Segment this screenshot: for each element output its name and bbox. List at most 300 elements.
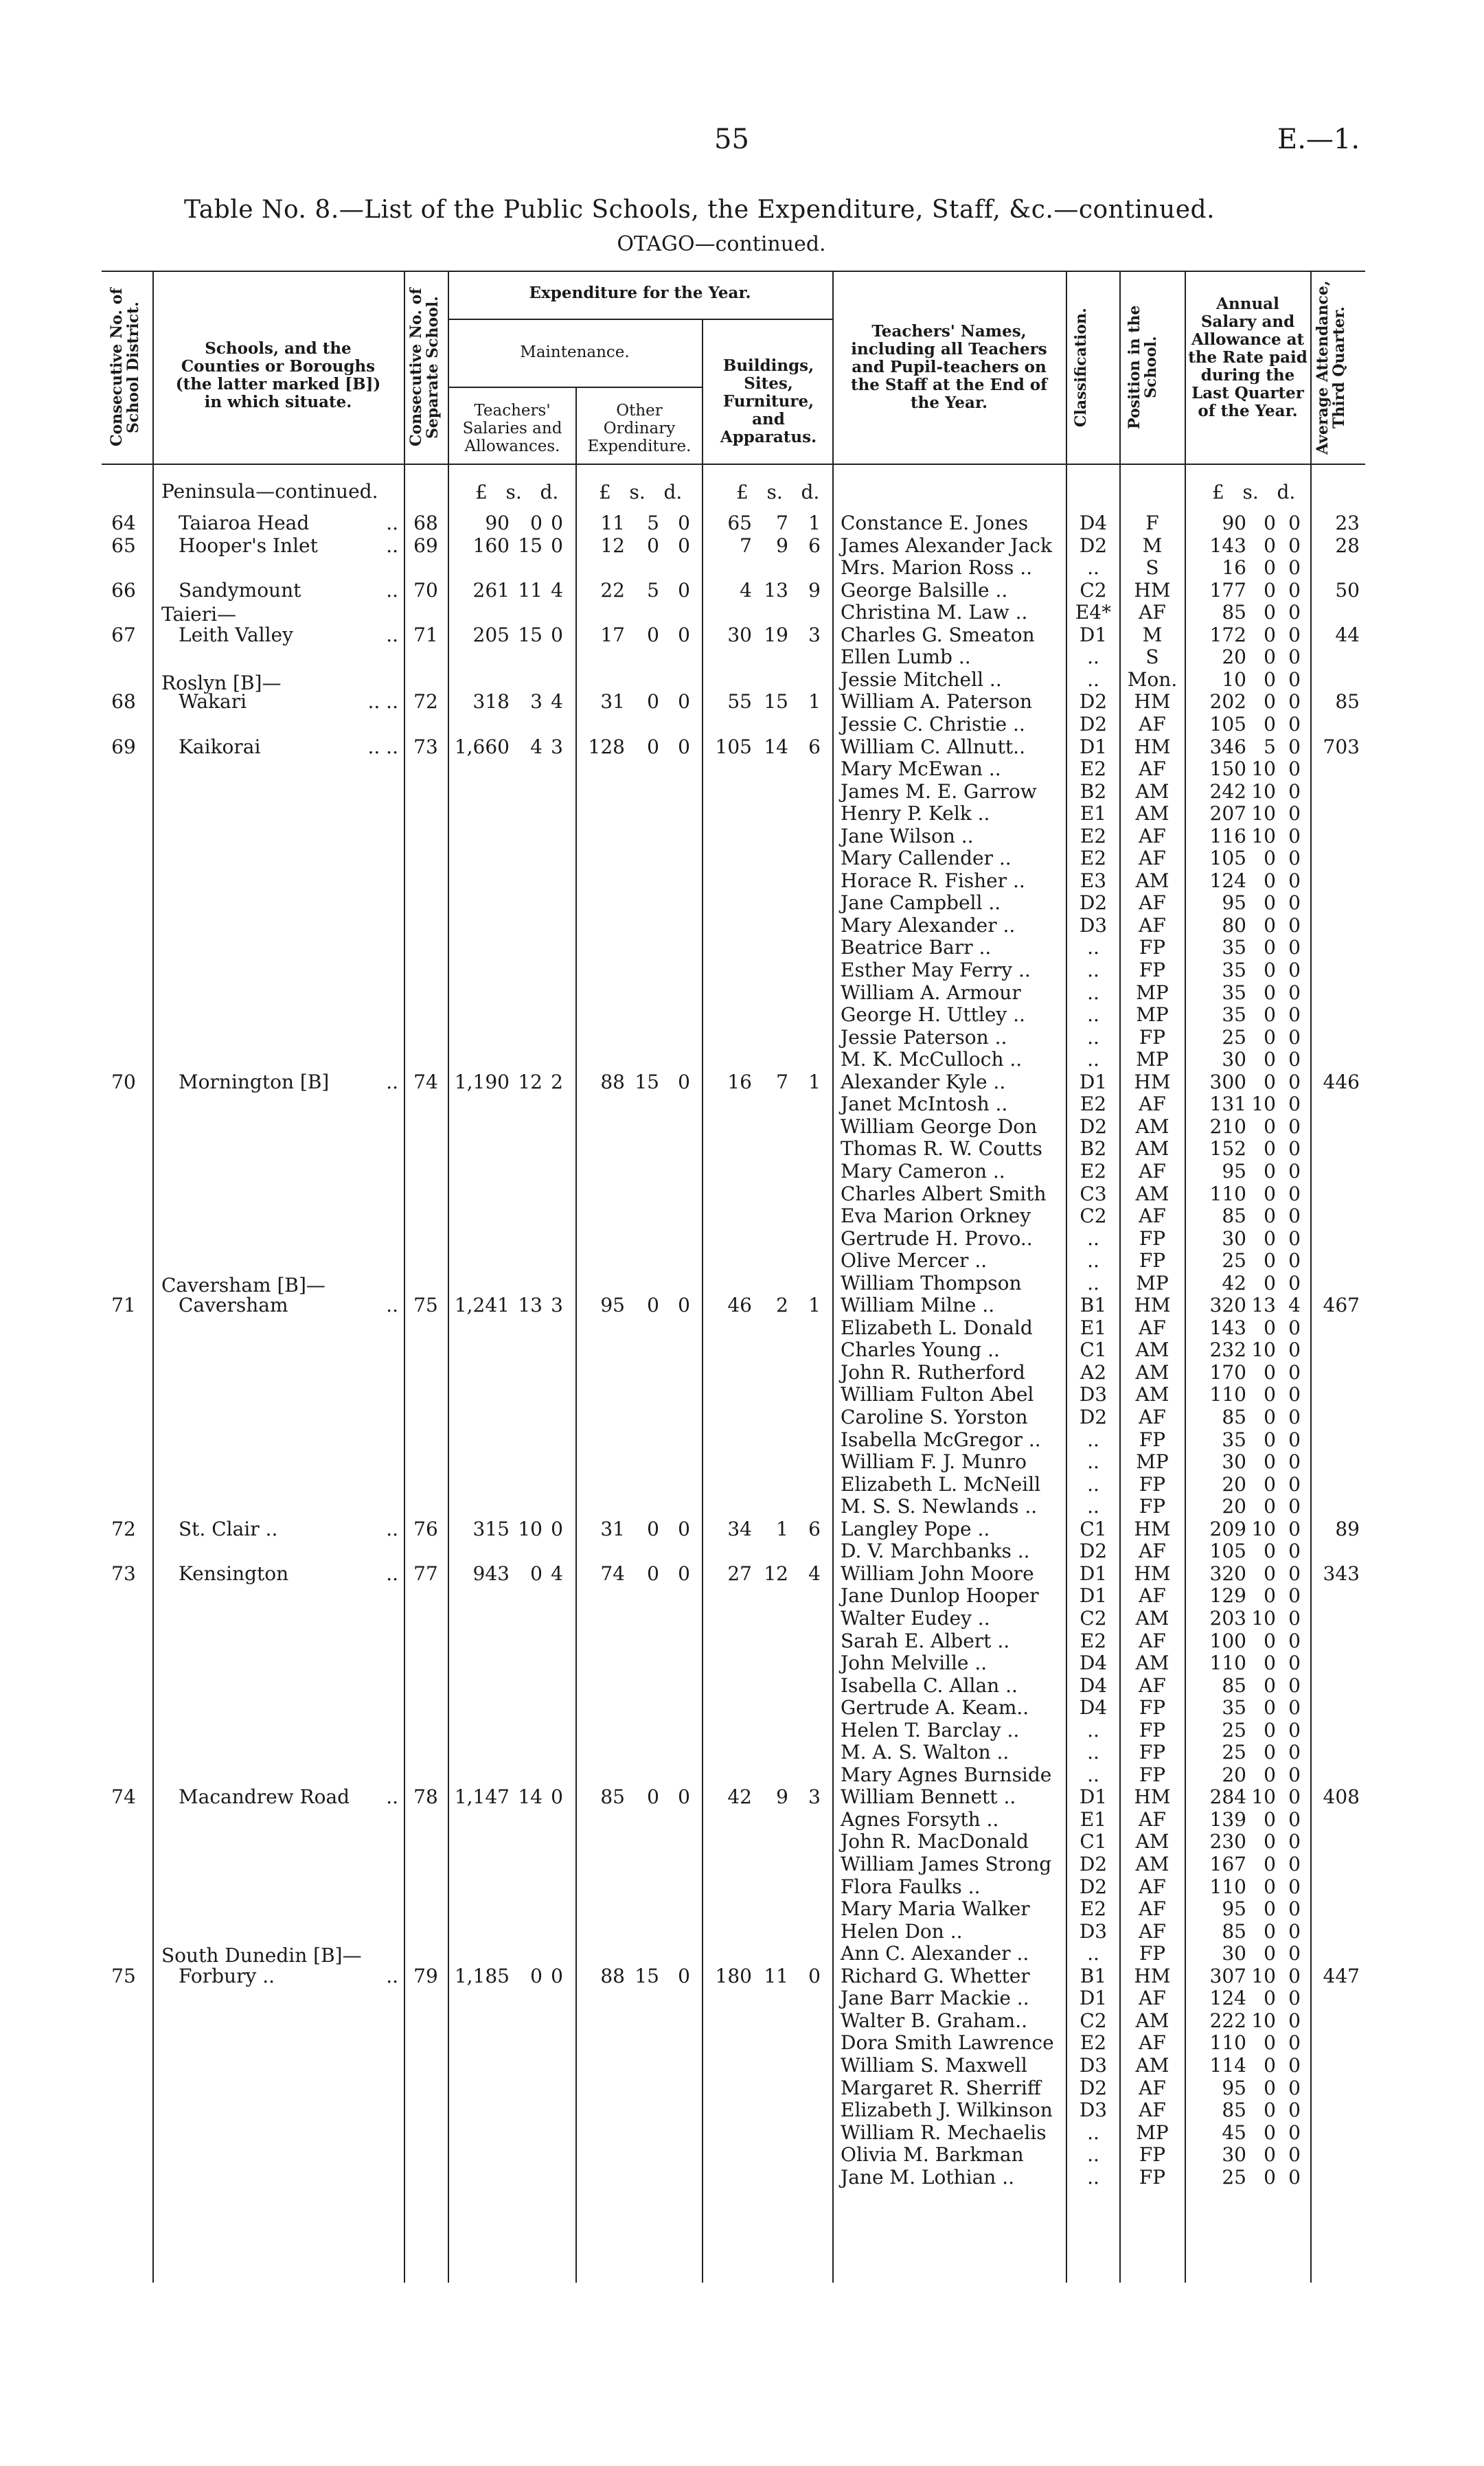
table-title: Table No. 8.—List of the Public Schools, the Expenditure, Staff, &c.—continued. <box>184 196 1215 224</box>
teacher-classification: D1 <box>1079 1070 1108 1093</box>
district-number: 68 <box>111 690 136 713</box>
table-subtitle: OTAGO—continued. <box>617 232 826 256</box>
annual-salary-pounds: 129 <box>1209 1584 1246 1608</box>
annual-salary-pence: 0 <box>1288 1897 1301 1921</box>
separate-school-number: 72 <box>413 690 438 713</box>
other-expenditure-pence: 0 <box>678 1964 690 1987</box>
teacher-position: AF <box>1139 1629 1166 1652</box>
salaries-shillings: 0 <box>530 512 543 534</box>
annual-salary-pence: 0 <box>1288 1115 1301 1138</box>
buildings-shillings: 11 <box>764 1964 788 1987</box>
salaries-pounds: 1,185 <box>454 1964 510 1987</box>
annual-salary-shillings: 0 <box>1264 869 1276 892</box>
teacher-name: Sarah E. Albert .. <box>841 1629 1010 1652</box>
teacher-position: MP <box>1136 1048 1169 1071</box>
teacher-classification: C1 <box>1080 1830 1107 1853</box>
annual-salary-pence: 0 <box>1288 869 1301 892</box>
school-name: Kensington <box>179 1562 289 1585</box>
annual-salary-pounds: 30 <box>1222 1048 1246 1071</box>
teacher-position: MP <box>1136 1271 1169 1294</box>
annual-salary-pence: 0 <box>1288 1472 1301 1496</box>
annual-salary-pence: 0 <box>1288 1807 1301 1831</box>
teacher-classification: E2 <box>1080 1159 1107 1183</box>
district-number: 75 <box>111 1964 136 1987</box>
salaries-pence: 0 <box>551 1785 563 1809</box>
teacher-name: Constance E. Jones <box>841 512 1029 534</box>
annual-salary-pence: 0 <box>1288 1606 1301 1630</box>
annual-salary-pounds: 209 <box>1209 1517 1246 1540</box>
annual-salary-pounds: 170 <box>1209 1360 1246 1384</box>
teacher-position: AF <box>1139 891 1166 915</box>
teacher-classification: .. <box>1087 556 1099 580</box>
annual-salary-pounds: 124 <box>1209 1987 1246 2010</box>
school-name-dots: .. <box>386 534 398 557</box>
teacher-position: AF <box>1139 1987 1166 2010</box>
teacher-classification: B2 <box>1080 779 1107 803</box>
teacher-position: AF <box>1139 847 1166 870</box>
teacher-position: AM <box>1135 1830 1169 1853</box>
salaries-pence: 0 <box>551 1517 563 1540</box>
other-expenditure-pounds: 85 <box>600 1785 625 1809</box>
annual-salary-shillings: 0 <box>1264 847 1276 870</box>
annual-salary-pence: 0 <box>1288 1942 1301 1965</box>
teacher-name: Alexander Kyle .. <box>841 1070 1006 1093</box>
other-expenditure-pence: 0 <box>678 1070 690 1093</box>
annual-salary-pence: 0 <box>1288 1383 1301 1406</box>
buildings-pounds: 105 <box>715 735 752 758</box>
teacher-classification: .. <box>1087 981 1099 1004</box>
annual-salary-pounds: 95 <box>1222 1897 1246 1921</box>
teacher-name: Charles Young .. <box>841 1338 1000 1362</box>
annual-salary-pounds: 116 <box>1209 824 1246 847</box>
teacher-position: S <box>1145 556 1159 580</box>
annual-salary-pence: 0 <box>1288 2009 1301 2032</box>
teacher-name: Thomas R. W. Coutts <box>841 1137 1042 1161</box>
annual-salary-pence: 0 <box>1288 556 1301 580</box>
annual-salary-pounds: 207 <box>1209 802 1246 825</box>
units-buildings: £ s. d. <box>736 481 820 503</box>
separate-school-number: 71 <box>413 623 438 646</box>
salaries-pounds: 315 <box>472 1517 510 1540</box>
annual-salary-shillings: 0 <box>1264 1406 1276 1428</box>
annual-salary-shillings: 10 <box>1251 1964 1276 1987</box>
teacher-classification: .. <box>1087 2165 1099 2189</box>
annual-salary-shillings: 0 <box>1264 1137 1276 1161</box>
average-attendance: 85 <box>1335 690 1360 713</box>
salaries-pounds: 1,147 <box>454 1785 510 1809</box>
annual-salary-pounds: 85 <box>1222 1919 1246 1943</box>
teacher-classification: E1 <box>1080 1316 1107 1339</box>
teacher-classification: .. <box>1087 1271 1099 1294</box>
salaries-pence: 4 <box>551 690 563 713</box>
teacher-name: William Milne .. <box>841 1294 995 1317</box>
teacher-name: Charles Albert Smith <box>841 1182 1047 1205</box>
annual-salary-pence: 4 <box>1288 1294 1301 1317</box>
teacher-name: Jane Dunlop Hooper <box>841 1584 1039 1608</box>
annual-salary-shillings: 0 <box>1264 981 1276 1004</box>
teacher-name: Christina M. Law .. <box>841 601 1028 624</box>
buildings-shillings: 1 <box>776 1517 788 1540</box>
annual-salary-pence: 0 <box>1288 1159 1301 1183</box>
district-number: 69 <box>111 735 136 758</box>
teacher-name: Gertrude H. Provo.. <box>841 1226 1033 1250</box>
annual-salary-shillings: 0 <box>1264 1495 1276 1518</box>
annual-salary-shillings: 0 <box>1264 1316 1276 1339</box>
salaries-pounds: 1,241 <box>454 1294 510 1317</box>
school-name: Caversham <box>179 1294 288 1317</box>
buildings-shillings: 14 <box>764 735 788 758</box>
annual-salary-shillings: 0 <box>1264 2076 1276 2099</box>
annual-salary-shillings: 0 <box>1264 959 1276 981</box>
teacher-classification: D2 <box>1079 1115 1108 1138</box>
header-bottom-rule <box>102 464 1365 465</box>
col-rule-10 <box>1310 271 1312 2283</box>
other-expenditure-shillings: 5 <box>647 512 659 534</box>
annual-salary-pence: 0 <box>1288 1652 1301 1675</box>
salaries-pounds: 205 <box>472 623 510 646</box>
buildings-pence: 6 <box>808 534 821 557</box>
teacher-classification: D3 <box>1079 1383 1108 1406</box>
buildings-pence: 1 <box>808 690 821 713</box>
header-position: Position in the School. <box>1126 305 1160 430</box>
teacher-classification: D2 <box>1079 1406 1108 1428</box>
teacher-name: Beatrice Barr .. <box>841 936 992 959</box>
annual-salary-pence: 0 <box>1288 1785 1301 1809</box>
buildings-pence: 3 <box>808 1785 821 1809</box>
teacher-position: AF <box>1139 1316 1166 1339</box>
school-name: Sandymount <box>179 578 301 602</box>
annual-salary-shillings: 0 <box>1264 1741 1276 1764</box>
teacher-position: MP <box>1136 2121 1169 2144</box>
annual-salary-pence: 0 <box>1288 2076 1301 2099</box>
annual-salary-shillings: 0 <box>1264 1562 1276 1585</box>
teacher-name: Henry P. Kelk .. <box>841 802 990 825</box>
annual-salary-pence: 0 <box>1288 1271 1301 1294</box>
units-salaries: £ s. d. <box>475 481 559 503</box>
teacher-name: Ellen Lumb .. <box>841 646 971 669</box>
teacher-classification: D2 <box>1079 712 1108 735</box>
annual-salary-pounds: 95 <box>1222 891 1246 915</box>
annual-salary-shillings: 0 <box>1264 1182 1276 1205</box>
annual-salary-pence: 0 <box>1288 1338 1301 1362</box>
teacher-classification: D4 <box>1079 1674 1108 1697</box>
annual-salary-shillings: 0 <box>1264 2143 1276 2167</box>
teacher-position: FP <box>1139 2143 1166 2167</box>
teacher-name: William James Strong <box>841 1853 1052 1875</box>
teacher-name: Flora Faulks .. <box>841 1875 981 1898</box>
annual-salary-shillings: 0 <box>1264 1249 1276 1272</box>
other-expenditure-shillings: 0 <box>647 623 659 646</box>
teacher-classification: C2 <box>1080 1606 1107 1630</box>
district-group-heading: Peninsula—continued. <box>161 480 378 503</box>
teacher-classification: E2 <box>1080 1093 1107 1116</box>
teacher-classification: D2 <box>1079 1875 1108 1898</box>
annual-salary-shillings: 0 <box>1264 1205 1276 1228</box>
annual-salary-pence: 0 <box>1288 623 1301 646</box>
teacher-position: F <box>1145 512 1159 534</box>
teacher-position: AF <box>1139 1093 1166 1116</box>
annual-salary-pounds: 105 <box>1209 712 1246 735</box>
annual-salary-shillings: 0 <box>1264 1853 1276 1875</box>
annual-salary-shillings: 0 <box>1264 1048 1276 1071</box>
salaries-pence: 3 <box>551 1294 563 1317</box>
school-name: Forbury .. <box>179 1964 275 1987</box>
header-teachers: Teachers' Names, including all Teachers and Pupil-teachers on the Staff at the End of the Year. <box>850 322 1048 412</box>
annual-salary-shillings: 0 <box>1264 2031 1276 2055</box>
teacher-name: Langley Pope .. <box>841 1517 990 1540</box>
annual-salary-pounds: 307 <box>1209 1964 1246 1987</box>
buildings-shillings: 7 <box>776 1070 788 1093</box>
buildings-shillings: 2 <box>776 1294 788 1317</box>
teacher-classification: .. <box>1087 1472 1099 1496</box>
annual-salary-shillings: 0 <box>1264 1987 1276 2010</box>
annual-salary-shillings: 10 <box>1251 802 1276 825</box>
units-other: £ s. d. <box>599 481 683 503</box>
annual-salary-pounds: 152 <box>1209 1137 1246 1161</box>
annual-salary-pounds: 110 <box>1209 1383 1246 1406</box>
teacher-classification: .. <box>1087 1741 1099 1764</box>
header-attendance: Average Attendance, Third Quarter. <box>1314 280 1348 455</box>
teacher-position: Mon. <box>1127 667 1178 691</box>
annual-salary-pence: 0 <box>1288 1562 1301 1585</box>
teacher-position: M <box>1142 534 1163 557</box>
annual-salary-shillings: 0 <box>1264 1450 1276 1474</box>
school-name: Kaikorai <box>179 735 261 758</box>
annual-salary-pounds: 25 <box>1222 1741 1246 1764</box>
annual-salary-pounds: 42 <box>1222 1271 1246 1294</box>
teacher-position: M <box>1142 623 1163 646</box>
teacher-position: HM <box>1134 1785 1171 1809</box>
annual-salary-pounds: 167 <box>1209 1853 1246 1875</box>
school-name-dots: .. <box>386 623 398 646</box>
annual-salary-shillings: 0 <box>1264 2121 1276 2144</box>
teacher-name: Ann C. Alexander .. <box>841 1942 1029 1965</box>
school-name: Taiaroa Head <box>179 512 310 534</box>
annual-salary-pounds: 35 <box>1222 981 1246 1004</box>
teacher-classification: C3 <box>1080 1182 1107 1205</box>
teacher-name: Mary Maria Walker <box>841 1897 1030 1921</box>
annual-salary-pounds: 105 <box>1209 847 1246 870</box>
teacher-name: Agnes Forsyth .. <box>841 1807 999 1831</box>
school-name-dots: .. .. <box>367 735 398 758</box>
school-name: Mornington [B] <box>179 1070 330 1093</box>
average-attendance: 408 <box>1323 1785 1360 1809</box>
district-group-heading: South Dunedin [B]— <box>161 1944 362 1967</box>
teacher-position: FP <box>1139 1428 1166 1451</box>
salaries-pence: 4 <box>551 578 563 602</box>
district-number: 71 <box>111 1294 136 1317</box>
annual-salary-pounds: 25 <box>1222 1249 1246 1272</box>
buildings-pounds: 7 <box>740 534 752 557</box>
buildings-pence: 6 <box>808 735 821 758</box>
district-number: 73 <box>111 1562 136 1585</box>
col-rule-6 <box>832 271 834 2283</box>
teacher-name: William A. Armour <box>841 981 1021 1004</box>
teacher-position: AF <box>1139 1897 1166 1921</box>
average-attendance: 23 <box>1335 512 1360 534</box>
teacher-name: Jessie C. Christie .. <box>841 712 1025 735</box>
annual-salary-pounds: 20 <box>1222 1763 1246 1786</box>
teacher-position: FP <box>1139 936 1166 959</box>
salaries-pence: 2 <box>551 1070 563 1093</box>
average-attendance: 343 <box>1323 1562 1360 1585</box>
teacher-position: S <box>1145 646 1159 669</box>
other-expenditure-pounds: 22 <box>600 578 625 602</box>
buildings-pounds: 42 <box>727 1785 752 1809</box>
annual-salary-pounds: 35 <box>1222 959 1246 981</box>
annual-salary-pounds: 35 <box>1222 1696 1246 1720</box>
salaries-shillings: 3 <box>530 690 543 713</box>
teacher-position: HM <box>1134 578 1171 602</box>
buildings-shillings: 9 <box>776 1785 788 1809</box>
teacher-position: AF <box>1139 601 1166 624</box>
school-name: Leith Valley <box>179 623 293 646</box>
annual-salary-shillings: 0 <box>1264 556 1276 580</box>
teacher-classification: .. <box>1087 1942 1099 1965</box>
teacher-classification: B1 <box>1080 1964 1107 1987</box>
buildings-pence: 1 <box>808 1294 821 1317</box>
teacher-name: Jane Barr Mackie .. <box>841 1987 1029 2010</box>
salaries-shillings: 14 <box>518 1785 543 1809</box>
average-attendance: 467 <box>1323 1294 1360 1317</box>
teacher-classification: .. <box>1087 667 1099 691</box>
teacher-classification: .. <box>1087 1048 1099 1071</box>
annual-salary-pounds: 35 <box>1222 1428 1246 1451</box>
teacher-name: M. A. S. Walton .. <box>841 1741 1009 1764</box>
page-number: 55 <box>714 124 749 155</box>
annual-salary-pounds: 143 <box>1209 534 1246 557</box>
annual-salary-pounds: 20 <box>1222 1495 1246 1518</box>
annual-salary-shillings: 0 <box>1264 1652 1276 1675</box>
annual-salary-shillings: 0 <box>1264 1159 1276 1183</box>
teacher-position: AF <box>1139 757 1166 781</box>
teacher-classification: D2 <box>1079 690 1108 713</box>
annual-salary-pence: 0 <box>1288 1964 1301 1987</box>
annual-salary-shillings: 0 <box>1264 1472 1276 1496</box>
annual-salary-pence: 0 <box>1288 2143 1301 2167</box>
annual-salary-shillings: 5 <box>1264 735 1276 758</box>
header-schools: Schools, and the Counties or Boroughs (the latter marked [B]) in which situate. <box>175 339 381 411</box>
district-group-heading: Taieri— <box>161 603 237 626</box>
annual-salary-pence: 0 <box>1288 1987 1301 2010</box>
annual-salary-pence: 0 <box>1288 1584 1301 1608</box>
other-expenditure-pence: 0 <box>678 1294 690 1317</box>
annual-salary-pounds: 131 <box>1209 1093 1246 1116</box>
annual-salary-pounds: 110 <box>1209 2031 1246 2055</box>
school-name-dots: .. <box>386 512 398 534</box>
annual-salary-shillings: 0 <box>1264 1674 1276 1697</box>
salaries-shillings: 13 <box>518 1294 543 1317</box>
annual-salary-pounds: 90 <box>1222 512 1246 534</box>
teacher-name: William F. J. Munro <box>841 1450 1027 1474</box>
school-name-dots: .. .. <box>367 690 398 713</box>
district-group-heading: Roslyn [B]— <box>161 671 282 694</box>
teacher-classification: .. <box>1087 1450 1099 1474</box>
teacher-name: George Balsille .. <box>841 578 1008 602</box>
salaries-pounds: 1,190 <box>454 1070 510 1093</box>
col-rule-4 <box>575 387 577 2283</box>
annual-salary-pence: 0 <box>1288 1741 1301 1764</box>
header-district-no: Consecutive No. of School District. <box>108 288 142 447</box>
teacher-position: FP <box>1139 1763 1166 1786</box>
teacher-name: Charles G. Smeaton <box>841 623 1035 646</box>
buildings-pence: 0 <box>808 1964 821 1987</box>
teacher-position: AF <box>1139 2076 1166 2099</box>
teacher-name: William A. Paterson <box>841 690 1033 713</box>
teacher-name: Mary Callender .. <box>841 847 1012 870</box>
teacher-classification: .. <box>1087 646 1099 669</box>
annual-salary-pounds: 242 <box>1209 779 1246 803</box>
annual-salary-pounds: 210 <box>1209 1115 1246 1138</box>
teacher-classification: .. <box>1087 1003 1099 1027</box>
annual-salary-pounds: 232 <box>1209 1338 1246 1362</box>
teacher-name: Walter Eudey .. <box>841 1606 990 1630</box>
teacher-name: William S. Maxwell <box>841 2053 1027 2077</box>
teacher-name: Jessie Paterson .. <box>841 1025 1007 1049</box>
annual-salary-pounds: 150 <box>1209 757 1246 781</box>
teacher-position: HM <box>1134 1517 1171 1540</box>
annual-salary-shillings: 0 <box>1264 646 1276 669</box>
teacher-classification: .. <box>1087 959 1099 981</box>
teacher-position: FP <box>1139 1718 1166 1742</box>
other-expenditure-shillings: 15 <box>635 1964 659 1987</box>
buildings-pounds: 4 <box>740 578 752 602</box>
teacher-classification: A2 <box>1080 1360 1107 1384</box>
teacher-position: AF <box>1139 1674 1166 1697</box>
other-expenditure-shillings: 5 <box>647 578 659 602</box>
other-expenditure-shillings: 0 <box>647 1517 659 1540</box>
other-expenditure-shillings: 0 <box>647 1294 659 1317</box>
annual-salary-shillings: 10 <box>1251 1338 1276 1362</box>
annual-salary-shillings: 0 <box>1264 601 1276 624</box>
teacher-position: AF <box>1139 2031 1166 2055</box>
annual-salary-pence: 0 <box>1288 690 1301 713</box>
teacher-name: Mrs. Marion Ross .. <box>841 556 1033 580</box>
teacher-position: FP <box>1139 1226 1166 1250</box>
school-name-dots: .. <box>386 1517 398 1540</box>
buildings-pounds: 55 <box>727 690 752 713</box>
annual-salary-pence: 0 <box>1288 1406 1301 1428</box>
annual-salary-shillings: 0 <box>1264 891 1276 915</box>
teacher-position: MP <box>1136 1450 1169 1474</box>
salaries-shillings: 15 <box>518 534 543 557</box>
annual-salary-pence: 0 <box>1288 1450 1301 1474</box>
teacher-name: Dora Smith Lawrence <box>841 2031 1054 2055</box>
teacher-name: William Fulton Abel <box>841 1383 1034 1406</box>
annual-salary-pence: 0 <box>1288 936 1301 959</box>
separate-school-number: 79 <box>413 1964 438 1987</box>
annual-salary-pence: 0 <box>1288 1629 1301 1652</box>
teacher-position: AF <box>1139 712 1166 735</box>
annual-salary-pence: 0 <box>1288 891 1301 915</box>
annual-salary-pounds: 35 <box>1222 936 1246 959</box>
district-number: 67 <box>111 623 136 646</box>
average-attendance: 447 <box>1323 1964 1360 1987</box>
annual-salary-pence: 0 <box>1288 512 1301 534</box>
teacher-name: Elizabeth J. Wilkinson <box>841 2099 1053 2122</box>
other-expenditure-pence: 0 <box>678 1785 690 1809</box>
buildings-pounds: 30 <box>727 623 752 646</box>
teacher-classification: C2 <box>1080 2009 1107 2032</box>
teacher-classification: .. <box>1087 1428 1099 1451</box>
other-expenditure-pounds: 31 <box>600 690 625 713</box>
annual-salary-shillings: 10 <box>1251 824 1276 847</box>
annual-salary-pounds: 110 <box>1209 1182 1246 1205</box>
teacher-classification: C2 <box>1080 578 1107 602</box>
other-expenditure-pence: 0 <box>678 623 690 646</box>
annual-salary-pounds: 85 <box>1222 601 1246 624</box>
other-expenditure-pence: 0 <box>678 735 690 758</box>
